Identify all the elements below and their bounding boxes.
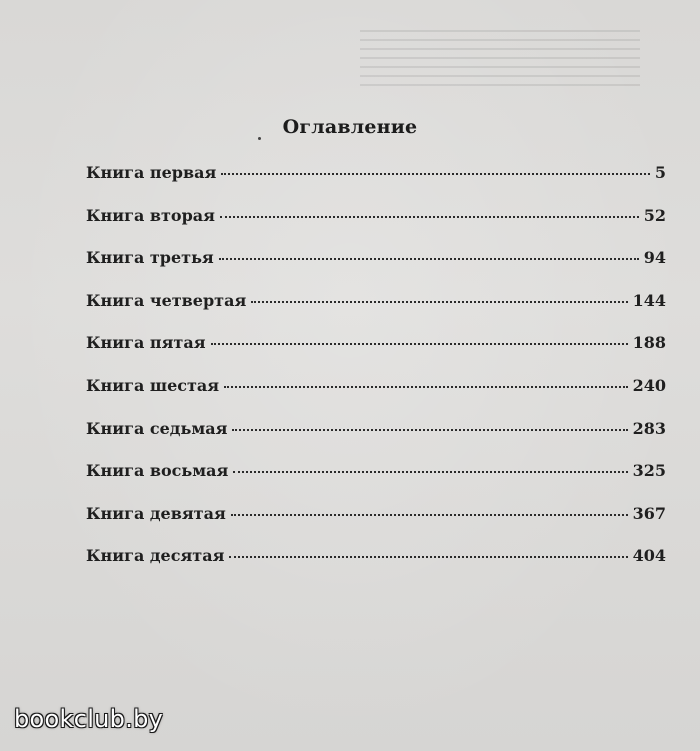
toc-entry: [86, 333, 666, 376]
dot-leader: [231, 514, 628, 516]
dot-leader: [224, 386, 628, 388]
toc-entry: [86, 546, 666, 589]
toc-entry-page: 367: [632, 503, 666, 523]
toc-entry-label: Книга третья: [86, 248, 214, 268]
toc-entry-label: Книга шестая: [86, 375, 220, 395]
toc-entry-label: Книга пятая: [86, 333, 206, 353]
dot-leader: [221, 173, 650, 175]
toc-entry: [86, 291, 666, 334]
toc-entry-page: 52: [643, 205, 666, 225]
toc-entry: [86, 419, 666, 462]
dot-leader: [229, 556, 627, 558]
toc-entry: [86, 504, 666, 547]
dot-leader: [232, 429, 627, 431]
dot-leader: [233, 471, 627, 473]
toc-entry-label: Книга седьмая: [86, 418, 228, 438]
dot-leader: [220, 216, 639, 218]
toc-entry-page: 5: [654, 163, 666, 182]
toc-entry: [86, 461, 666, 504]
toc-entry: [86, 248, 666, 291]
toc-list: [86, 163, 666, 589]
dot-leader: [251, 301, 627, 303]
toc-entry-page: 144: [632, 290, 666, 310]
toc-entry-page: 283: [632, 418, 666, 438]
toc-entry-page: 325: [632, 461, 666, 481]
toc-entry-page: 404: [632, 546, 666, 566]
toc-entry-page: 240: [632, 375, 666, 395]
watermark: bookclub.by: [14, 705, 164, 733]
toc-entry-label: Книга первая: [86, 163, 217, 182]
toc-entry-page: 188: [632, 333, 666, 353]
dot-leader: [219, 258, 639, 260]
print-speck: [258, 137, 261, 140]
toc-entry: [86, 206, 666, 249]
toc-title: Оглавление: [282, 116, 418, 138]
toc-entry-label: Книга восьмая: [86, 461, 229, 481]
toc-entry-label: Книга десятая: [86, 546, 225, 566]
toc-entry-label: Книга четвертая: [86, 290, 247, 310]
toc-entry-page: 94: [643, 248, 666, 268]
toc-entry: [86, 376, 666, 419]
toc-entry-label: Книга девятая: [86, 503, 226, 523]
toc-entry: [86, 163, 666, 206]
show-through-text: [360, 30, 640, 90]
toc-entry-label: Книга вторая: [86, 205, 215, 225]
dot-leader: [211, 343, 628, 345]
